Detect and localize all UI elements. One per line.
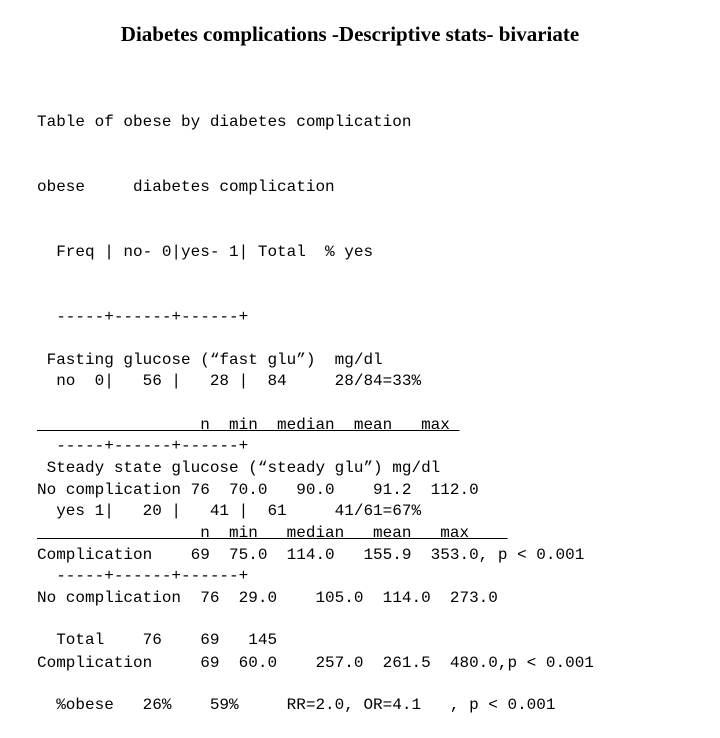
steady-row-no-complication: No complication 76 29.0 105.0 114.0 273.0 (37, 588, 498, 607)
crosstab-line: Table of obese by diabetes complication (37, 113, 412, 132)
crosstab-row-no: no 0| 56 | 28 | 84 28/84=33% (37, 372, 422, 391)
crosstab-divider: -----+------+------+ (37, 437, 249, 456)
fasting-heading: Fasting glucose (“fast glu”) mg/dl (37, 351, 383, 370)
crosstab-total-line: Total 76 69 145 (37, 631, 278, 650)
crosstab-divider: -----+------+------+ (37, 566, 249, 585)
crosstab-row-yes: yes 1| 20 | 41 | 61 41/61=67% (37, 501, 422, 520)
fasting-header-row: n min median mean max (37, 415, 460, 434)
steady-header-row: n min median mean max (37, 523, 508, 542)
slide-title: Diabetes complications -Descriptive stats- bivariate (120, 22, 580, 46)
steady-glucose-table (37, 415, 594, 696)
fasting-row-no-complication: No complication 76 70.0 90.0 91.2 112.0 (37, 480, 479, 499)
steady-row-complication: Complication 69 60.0 257.0 261.5 480.0,p < 0.001 (37, 653, 594, 672)
crosstab-percent-line: %obese 26% 59% RR=2.0, OR=4.1 , p < 0.001 (37, 696, 556, 715)
fasting-row-complication: Complication 69 75.0 114.0 155.9 353.0, p < 0.001 (37, 545, 585, 564)
steady-heading: Steady state glucose (“steady glu”) mg/dl (37, 459, 441, 478)
crosstab-line: obese diabetes complication (37, 177, 335, 196)
crosstab-header-line: Freq | no- 0|yes- 1| Total % yes (37, 242, 374, 261)
crosstab-divider: -----+------+------+ (37, 307, 249, 326)
